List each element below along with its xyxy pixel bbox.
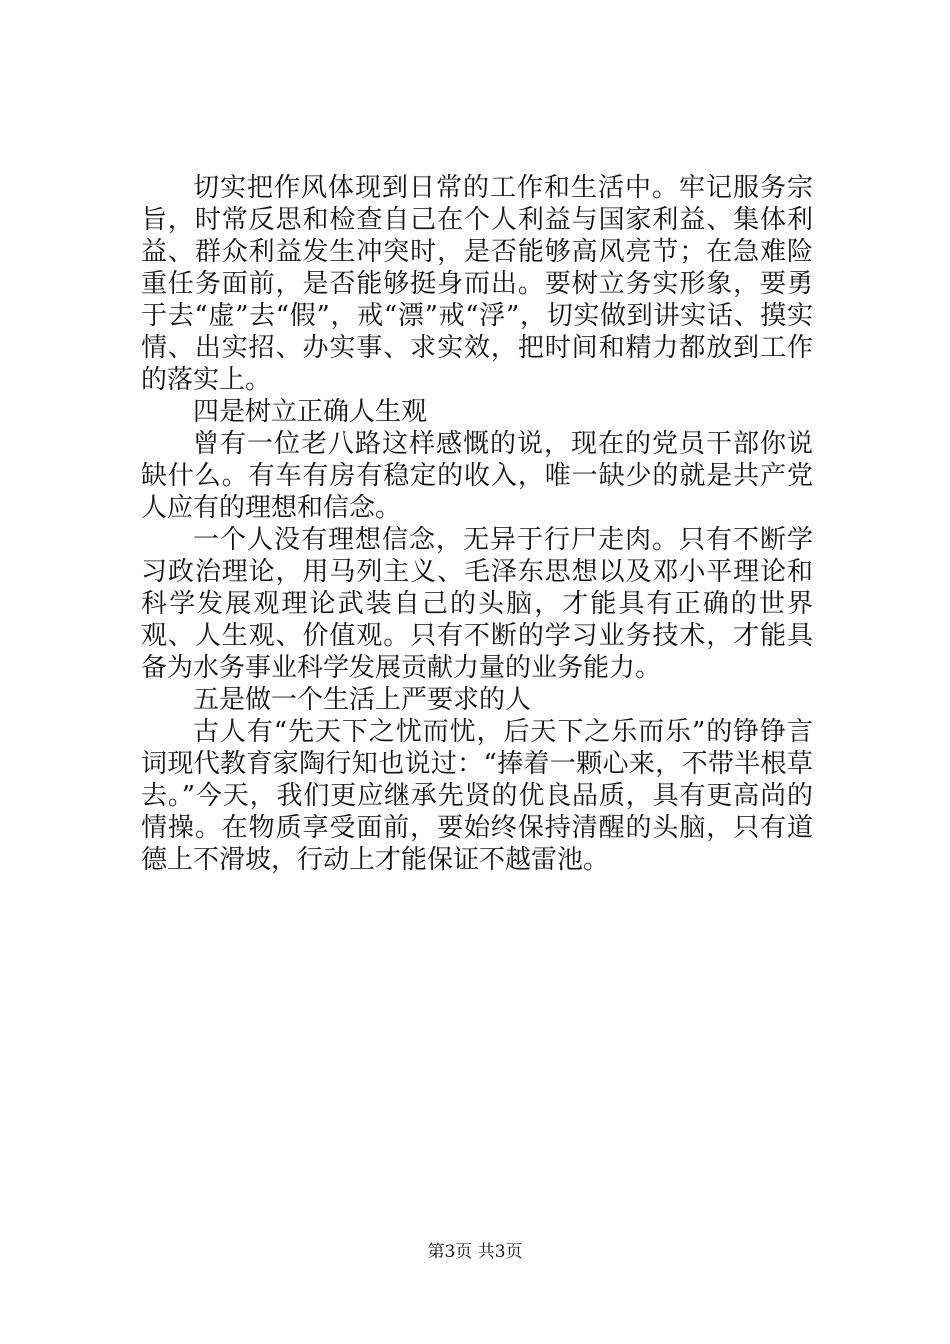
paragraph-ideals: 一个人没有理想信念，无异于行尸走肉。只有不断学习政治理论，用马列主义、毛泽东思想以及邓小平理论和科学发展观理论武装自己的头脑，才能具有正确的世界观、人生观、价值观。只有不断的学习业务技术，才能具备为水务事业科学发展贡献力量的业务能力。	[141, 525, 813, 683]
section-heading-five: 五是做一个生活上严要求的人	[193, 685, 532, 715]
paragraph-old-soldier: 曾有一位老八路这样感慨的说，现在的党员干部你说缺什么。有车有房有稳定的收入，唯一缺少的就是共产党人应有的理想和信念。	[141, 429, 813, 523]
paragraph-work-style: 切实把作风体现到日常的工作和生活中。牢记服务宗旨，时常反思和检查自己在个人利益与国家利益、集体利益、群众利益发生冲突时，是否能够高风亮节；在急难险重任务面前，是否能够挺身而出。要树立务实形象，要勇于去“虚”去“假”，戒“漂”戒“浮”，切实做到讲实话、摸实情、出实招、办实事、求实效，把时间和精力都放到工作的落实上。	[141, 173, 813, 395]
document-body	[141, 172, 813, 876]
paragraph-ancients: 古人有“先天下之忧而忧，后天下之乐而乐”的铮铮言词现代教育家陶行知也说过：“捧着一颗心来，不带半根草去。”今天，我们更应继承先贤的优良品质，具有更高尚的情操。在物质享受面前，要始终保持清醒的头脑，只有道德上不滑坡，行动上才能保证不越雷池。	[141, 717, 813, 875]
page-number-footer: 第3页 共3页	[427, 1242, 523, 1262]
section-heading-four: 四是树立正确人生观	[193, 397, 428, 427]
